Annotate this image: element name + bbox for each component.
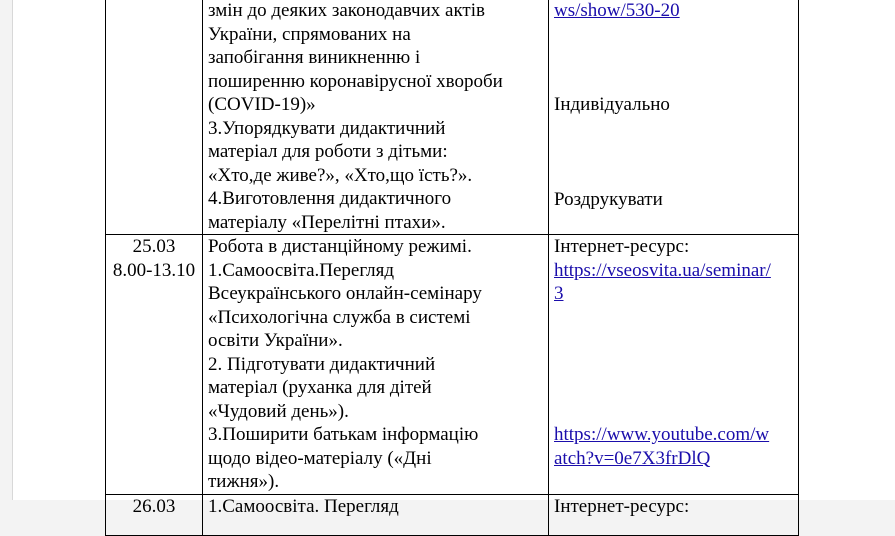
- task-line: 1.Самоосвіта.Перегляд: [208, 259, 395, 281]
- date-text: 25.03: [132, 236, 176, 257]
- task-line: щодо відео-матеріалу («Дні: [208, 447, 432, 469]
- resource-label: Інтернет-ресурс:: [554, 495, 690, 517]
- resource-cell: [549, 494, 799, 535]
- task-line: 2. Підготувати дидактичний: [208, 353, 436, 375]
- date-cell: [106, 235, 203, 495]
- spacer: [554, 164, 798, 188]
- table-row: [106, 494, 799, 535]
- spacer: [554, 117, 798, 141]
- resource-cell: [549, 235, 799, 495]
- task-line: змін до деяких законодавчих актів: [208, 0, 485, 21]
- spacer: [554, 140, 798, 164]
- table-row: [106, 235, 799, 495]
- resource-label: Інтернет-ресурс:: [554, 236, 690, 257]
- tasks-cell: [203, 235, 549, 495]
- task-line: матеріалу «Перелітні птахи».: [208, 211, 446, 233]
- resource-link[interactable]: https://vseosvita.ua/seminar/: [554, 259, 771, 281]
- spacer: [554, 353, 798, 377]
- spacer: [554, 376, 798, 400]
- task-line: Всеукраїнського онлайн-семінару: [208, 283, 482, 304]
- resource-cell: [549, 0, 799, 235]
- spacer: [554, 400, 798, 424]
- task-line: матеріал для роботи з дітьми:: [208, 141, 448, 162]
- task-line: поширенню коронавірусної хвороби: [208, 70, 503, 92]
- task-line: 3.Поширити батькам інформацію: [208, 424, 479, 445]
- spacer: [554, 306, 798, 330]
- table-row: [106, 0, 799, 235]
- spacer: [554, 329, 798, 353]
- task-line: тижня»).: [208, 471, 280, 492]
- task-line: запобігання виникненню і: [208, 47, 421, 68]
- resource-link[interactable]: atch?v=0e7X3frDlQ: [554, 447, 711, 469]
- resource-link[interactable]: ws/show/530-20: [554, 0, 680, 21]
- task-line: (COVID-19)»: [208, 94, 316, 115]
- task-line: «Психологічна служба в системі: [208, 306, 471, 328]
- date-cell: [106, 494, 203, 535]
- date-cell: [106, 0, 203, 235]
- resource-link[interactable]: https://www.youtube.com/w: [554, 424, 770, 445]
- task-line: «Чудовий день»).: [208, 400, 349, 422]
- document-page: [12, 0, 895, 517]
- spacer: [554, 70, 798, 94]
- task-line: Робота в дистанційному режимі.: [208, 236, 472, 257]
- task-line: матеріал (руханка для дітей: [208, 377, 432, 398]
- task-line: 3.Упорядкувати дидактичний: [208, 117, 446, 139]
- spacer: [554, 46, 798, 70]
- date-text: 26.03: [132, 495, 176, 517]
- task-line: 4.Виготовлення дидактичного: [208, 188, 452, 209]
- task-line: України, спрямованих на: [208, 23, 411, 45]
- task-line: 1.Самоосвіта. Перегляд: [208, 495, 399, 517]
- spacer: [554, 23, 798, 47]
- task-line: «Хто,де живе?», «Хто,що їсть?».: [208, 164, 473, 186]
- time-text: 8.00-13.10: [112, 259, 196, 281]
- resource-note: Індивідуально: [554, 94, 670, 115]
- tasks-cell: [203, 494, 549, 535]
- task-line: освіти України».: [208, 330, 343, 351]
- schedule-table: [105, 0, 799, 536]
- resource-link[interactable]: 3: [554, 283, 564, 304]
- resource-note: Роздрукувати: [554, 189, 663, 210]
- tasks-cell: [203, 0, 549, 235]
